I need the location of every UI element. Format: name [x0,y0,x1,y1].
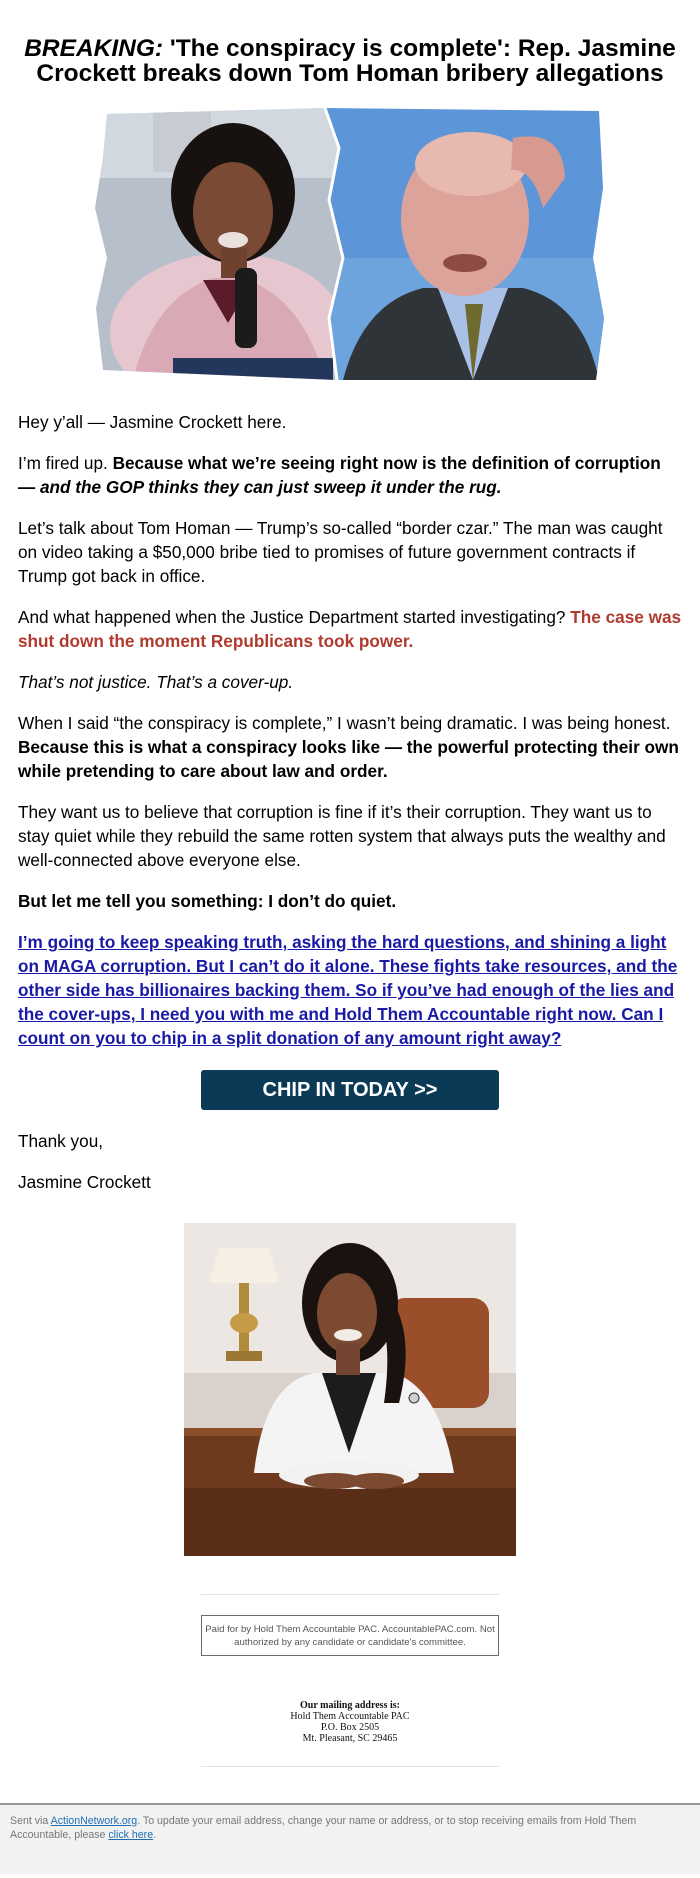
portrait-image-graphic [184,1223,516,1556]
actionnetwork-link[interactable]: ActionNetwork.org [50,1815,138,1827]
conspiracy-plain: When I said “the conspiracy is complete,” I wasn’t being dramatic. I was being honest. [18,713,671,733]
footer-end: . [153,1829,157,1841]
justice-dept-plain: And what happened when the Justice Department started investigating? [18,607,571,627]
mailing-line-3: Mt. Pleasant, SC 29465 [302,1733,398,1744]
unsubscribe-click-here-link[interactable]: click here [108,1829,154,1841]
corruption-paragraph: They want us to believe that corruption is fine if it’s their corruption. They want us to stay quiet while they rebuild the same rotten system that always puts the wealthy and well-connected above everyone else. [18,802,666,870]
conspiracy-paragraph [18,711,682,783]
donation-ask-link[interactable]: I’m going to keep speaking truth, asking the hard questions, and shining a light on MAGA corruption. But I can’t do it alone. These fights take resources, and the other side has billionaires backing them. So if you’ve had enough of the lies and the cover-ups, I need you with me and Hold Them Accountable right now. Can I count on you to chip in a split donation of any amount right away? [18,932,678,1048]
footer-sent-via: Sent via [10,1815,51,1827]
mailing-line-2: P.O. Box 2505 [320,1722,380,1733]
headline-text: 'The conspiracy is complete': Rep. Jasmine Crockett breaks down Tom Homan bribery allegations [36,35,676,87]
greeting-paragraph: Hey y’all — Jasmine Crockett here. [18,412,287,432]
footer [0,1803,700,1874]
hero-image-graphic [93,108,608,380]
hero-image [93,108,608,380]
donation-ask-paragraph [18,930,682,1050]
justice-dept-red: The case was shut down the moment Republicans took power. [18,607,682,651]
chip-in-button[interactable]: CHIP IN TODAY >> [201,1070,499,1110]
headline [0,0,700,86]
justice-dept-paragraph [18,605,682,653]
portrait-image [184,1223,516,1556]
cover-up-paragraph [18,670,682,694]
mailing-address [0,1700,700,1744]
conspiracy-bold: Because this is what a conspiracy looks like — the powerful protecting their own while pretending to care about law and order. [18,737,679,781]
divider-bottom [201,1766,499,1767]
signature-name: Jasmine Crockett [18,1172,151,1192]
fired-up-plain: I’m fired up. [18,453,113,473]
cta-container [18,1070,682,1110]
fired-up-paragraph [18,451,682,499]
paid-for-disclaimer: Paid for by Hold Them Accountable PAC. AccountablePAC.com. Not authorized by any candidate or candidate's committee. [201,1615,499,1656]
divider-top [201,1594,499,1595]
homan-paragraph: Let’s talk about Tom Homan — Trump’s so-called “border czar.” The man was caught on video taking a $50,000 bribe tied to promises of future government contracts if Trump got back in office. [18,518,663,586]
footer-middle-text: . To update your email address, change your name or address, or to stop receiving emails from Hold Them Accountable, please [10,1815,637,1841]
cover-up-italic: That’s not justice. That’s a cover-up. [18,672,294,692]
mailing-title: Our mailing address is: [300,1700,400,1711]
mailing-line-1: Hold Them Accountable PAC [290,1711,410,1722]
email-body [0,410,700,1194]
fired-up-bold: Because what we’re seeing right now is the definition of corruption — [18,453,661,497]
fired-up-bold-italic: and the GOP thinks they can just sweep it under the rug. [39,477,502,497]
headline-lead: BREAKING: [24,35,164,62]
quiet-paragraph [18,889,682,913]
quiet-bold: But let me tell you something: I don’t do quiet. [18,891,397,911]
thanks-text: Thank you, [18,1131,104,1151]
